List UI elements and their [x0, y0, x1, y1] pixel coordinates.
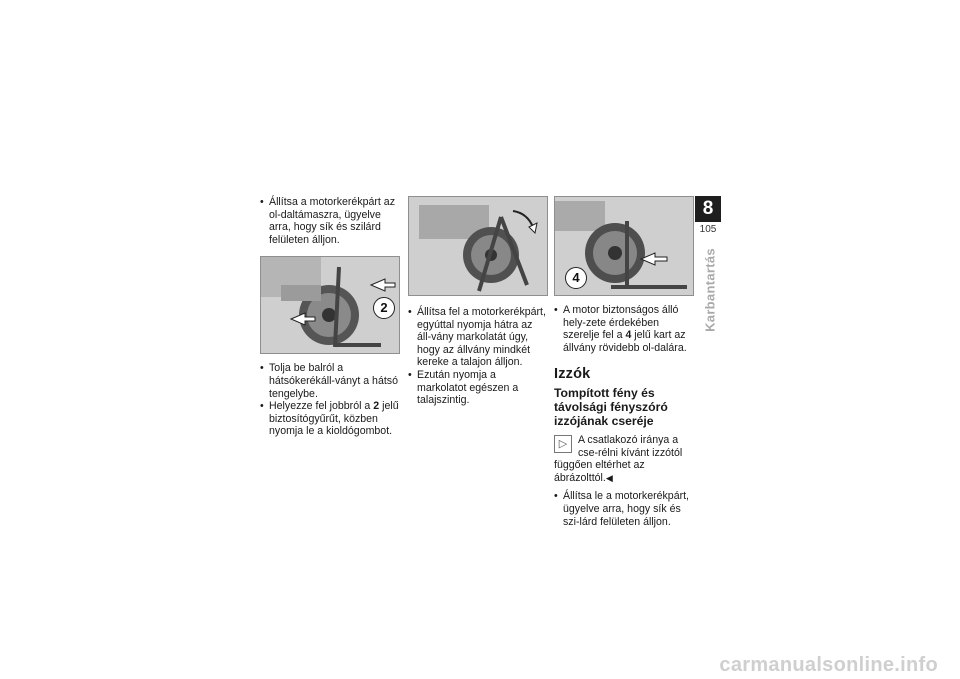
reference-number: 2 [373, 400, 380, 413]
bullet-list-bottom [554, 490, 694, 528]
figure-rear-stand-insert [260, 256, 400, 354]
note-text: A csatlakozó iránya a cse-rélni kívánt izzótól függően eltérhet az ábrázolttól. [554, 433, 683, 484]
bullet-item: • Ezután nyomja a markolatot egészen a talajszintig. [408, 369, 548, 407]
figure-callout: 4 [565, 267, 587, 289]
bullet-text: Helyezze fel jobbról a [269, 400, 371, 413]
page-number: 105 [699, 224, 717, 235]
figure-stand-lift [408, 196, 548, 296]
bullet-list [554, 304, 694, 354]
figure-callout: 2 [373, 297, 395, 319]
bullet-item: • Állítsa le a motorkerékpárt, ügyelve arra, hogy sík és szi-lárd felületen álljon. [554, 490, 694, 528]
bullet-item [554, 304, 694, 354]
bullet-item: • Tolja be balról a hátsókerékáll-ványt a hátsó tengelybe. [260, 362, 400, 400]
bullet-list-top [260, 196, 400, 246]
figure-stand-lever [554, 196, 694, 296]
reference-number: 4 [625, 329, 632, 342]
chapter-title: Karbantartás [702, 248, 718, 332]
chapter-number: 8 [695, 196, 721, 222]
bullet-text: jelű biztosítógyűrűt, közben nyomja le a kioldógombot. [269, 400, 399, 438]
column-1 [260, 196, 400, 438]
column-3 [554, 196, 694, 528]
bullet-item [260, 400, 400, 438]
section-heading: Izzók [554, 366, 591, 383]
column-2 [408, 196, 548, 407]
note-triangle-icon: ▷ [554, 435, 572, 453]
watermark: carmanualsonline.info [719, 654, 938, 676]
bullet-list-bottom [260, 362, 400, 438]
bullet-list [408, 306, 548, 407]
end-mark-icon: ◀ [605, 472, 613, 483]
bullet-item: • Állítsa fel a motorkerékpárt, egyúttal nyomja hátra az áll-vány markolatát úgy, hogy az állvány mindkét kereke a talajon álljon. [408, 306, 548, 369]
note-block [554, 434, 694, 484]
bullet-text: jelű kart az állvány rövidebb ol-dalára. [563, 329, 687, 354]
subsection-heading: Tompított fény és távolsági fényszóró izzójának cseréje [554, 385, 668, 428]
illustration-lift-motorcycle [409, 197, 547, 295]
bullet-text: A motor biztonságos álló hely-zete érdekében szerelje fel a [563, 304, 679, 342]
bullet-item: • Állítsa a motorkerékpárt az ol-daltámaszra, ügyelve arra, hogy sík és szilárd felületen álljon. [260, 196, 400, 246]
